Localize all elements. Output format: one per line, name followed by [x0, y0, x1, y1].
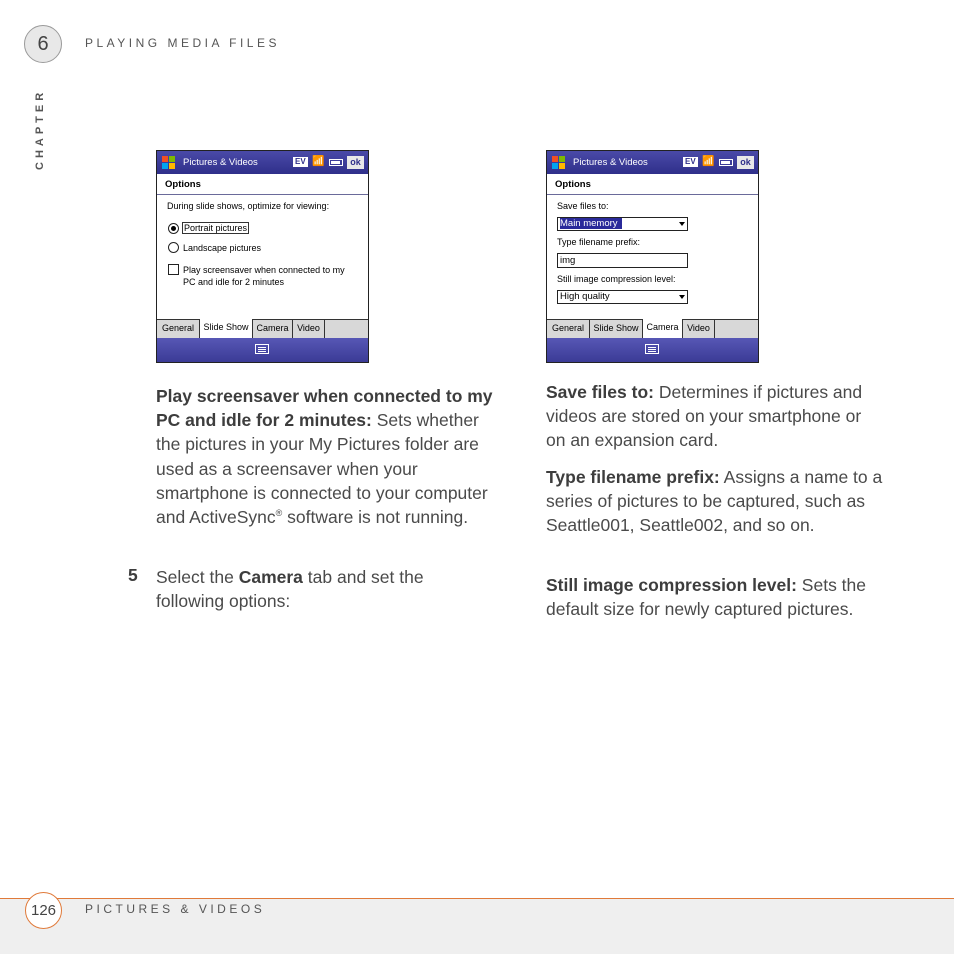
tab-slide-show[interactable]: Slide Show	[590, 320, 643, 338]
footer-section-title: PICTURES & VIDEOS	[85, 902, 266, 916]
windows-logo-icon	[552, 156, 566, 169]
filename-prefix-label: Type filename prefix:	[557, 237, 641, 247]
options-header: Options	[547, 174, 758, 195]
footer-divider	[0, 898, 954, 899]
screensaver-desc-part1: Sets whether the pictures in your My Pictures folder are used as a screensaver when your smartphone is connected to your computer and ActiveSync	[156, 410, 488, 528]
tab-video[interactable]: Video	[293, 320, 325, 338]
options-header: Options	[157, 174, 368, 195]
screensaver-checkbox[interactable]	[168, 264, 179, 275]
chapter-number-badge: 6	[24, 25, 62, 63]
signal-strength-icon: 📶	[702, 156, 715, 167]
chapter-title: PLAYING MEDIA FILES	[85, 36, 280, 50]
tab-bar	[157, 319, 368, 338]
device-title-bar	[547, 151, 758, 174]
filename-prefix-description	[546, 465, 886, 538]
ev-network-icon: EV	[685, 157, 696, 166]
compression-description	[546, 573, 866, 621]
windows-logo-icon	[162, 156, 176, 169]
portrait-radio[interactable]	[168, 223, 179, 234]
compression-term: Still image compression level:	[546, 575, 797, 595]
compression-select[interactable]: High quality	[557, 290, 688, 304]
step-text-part1: Select the	[156, 567, 234, 587]
device-title-bar	[157, 151, 368, 174]
ev-network-icon: EV	[295, 157, 306, 166]
step-5-text	[156, 565, 476, 613]
portrait-label: Portrait pictures	[184, 223, 248, 233]
save-files-description	[546, 380, 881, 453]
save-files-select[interactable]: Main memory	[557, 217, 688, 231]
landscape-radio[interactable]	[168, 242, 179, 253]
compression-desc: Sets the default size for newly captured pictures.	[546, 575, 867, 620]
chevron-down-icon	[679, 222, 685, 226]
filename-prefix-desc: Assigns a name to a series of pictures to be captured, such as Seattle001, Seattle002, and so on.	[546, 467, 883, 536]
tab-camera[interactable]: Camera	[643, 319, 683, 338]
step-number: 5	[128, 565, 138, 585]
ok-button[interactable]: ok	[347, 156, 364, 169]
device-app-title: Pictures & Videos	[573, 157, 648, 168]
save-files-term: Save files to:	[546, 382, 654, 402]
step-text-part2: tab and set the following options:	[156, 567, 424, 612]
tab-slide-show[interactable]: Slide Show	[200, 319, 253, 338]
signal-strength-icon: 📶	[312, 156, 325, 167]
tab-camera[interactable]: Camera	[253, 320, 293, 338]
screenshot-camera-options	[546, 150, 759, 363]
save-files-label: Save files to:	[557, 201, 609, 211]
screensaver-desc-part2: software is not running.	[287, 507, 469, 528]
battery-icon	[719, 159, 733, 166]
screensaver-term: Play screensaver when connected to my PC and idle for 2 minutes:	[156, 386, 493, 431]
tab-general[interactable]: General	[157, 320, 200, 338]
landscape-label: Landscape pictures	[183, 243, 262, 253]
page-number-badge: 126	[25, 892, 62, 929]
screenshot-slide-show-options	[156, 150, 369, 363]
tab-general[interactable]: General	[547, 320, 590, 338]
device-bottom-bar	[547, 338, 758, 362]
save-files-desc: Determines if pictures and videos are stored on your smartphone or on an expansion card.	[546, 382, 863, 451]
filename-prefix-input[interactable]: img	[557, 253, 688, 268]
battery-icon	[329, 159, 343, 166]
screensaver-label-line1: Play screensaver when connected to my	[183, 265, 345, 275]
screensaver-description	[156, 384, 501, 529]
chapter-side-label: CHAPTER	[34, 88, 46, 170]
ok-button[interactable]: ok	[737, 156, 754, 169]
device-app-title: Pictures & Videos	[183, 157, 258, 168]
keyboard-icon[interactable]	[645, 344, 659, 354]
chevron-down-icon	[679, 295, 685, 299]
slide-show-prompt: During slide shows, optimize for viewing:	[167, 201, 330, 211]
tab-bar	[547, 319, 758, 338]
tab-video[interactable]: Video	[683, 320, 715, 338]
registered-mark: ®	[275, 508, 283, 519]
step-camera-bold: Camera	[238, 567, 303, 587]
filename-prefix-term: Type filename prefix:	[546, 467, 720, 487]
keyboard-icon[interactable]	[255, 344, 269, 354]
compression-label: Still image compression level:	[557, 274, 676, 284]
screensaver-label-line2: PC and idle for 2 minutes	[183, 277, 285, 287]
device-bottom-bar	[157, 338, 368, 362]
